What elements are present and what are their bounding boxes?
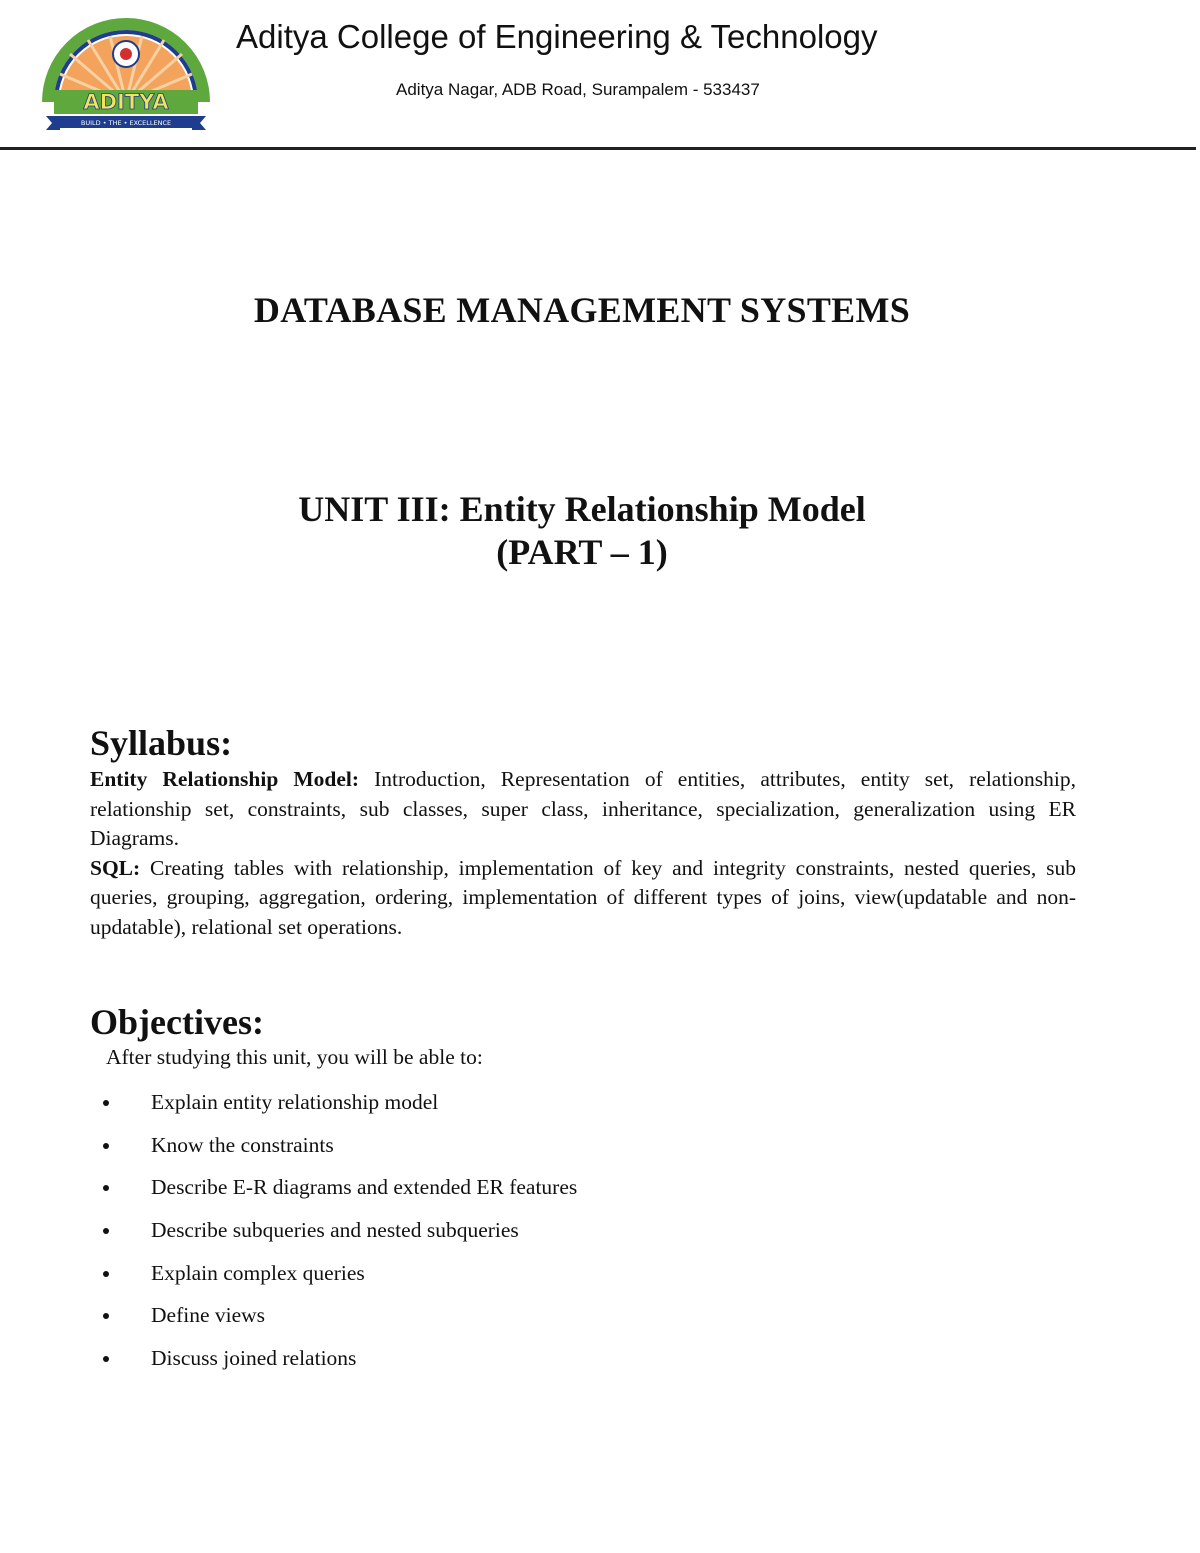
unit-title (0, 488, 1164, 574)
aditya-logo-icon (40, 14, 212, 132)
unit-title-line2: (PART – 1) (496, 532, 668, 572)
bullet-icon (103, 1143, 109, 1149)
college-address: Aditya Nagar, ADB Road, Surampalem - 533437 (396, 80, 760, 99)
bullet-icon (103, 1185, 109, 1191)
syllabus-er-label: Entity Relationship Model: (90, 767, 360, 791)
college-name: Aditya College of Engineering & Technology (236, 18, 878, 55)
syllabus-body (90, 765, 1076, 942)
syllabus-er-paragraph (90, 765, 1076, 854)
syllabus-sql-label: SQL: (90, 855, 141, 880)
bullet-icon (103, 1100, 109, 1106)
objectives-heading: Objectives: (90, 1002, 264, 1042)
objectives-list (100, 1088, 577, 1387)
bullet-icon (103, 1313, 109, 1319)
logo-wordmark: ADITYA (83, 90, 169, 114)
objectives-intro: After studying this unit, you will be able to: (106, 1045, 483, 1069)
unit-title-line1: UNIT III: Entity Relationship Model (298, 489, 866, 529)
list-item: Describe subqueries and nested subqueries (100, 1216, 577, 1259)
bullet-icon (103, 1356, 109, 1362)
bullet-icon (103, 1228, 109, 1234)
syllabus-heading: Syllabus: (90, 723, 233, 763)
list-item: Define views (100, 1301, 577, 1344)
list-item: Know the constraints (100, 1131, 577, 1174)
document-title: DATABASE MANAGEMENT SYSTEMS (253, 290, 911, 330)
list-item: Describe E-R diagrams and extended ER features (100, 1173, 577, 1216)
bullet-icon (103, 1271, 109, 1277)
logo-tagline: BUILD • THE • EXCELLENCE (80, 119, 172, 127)
syllabus-sql-paragraph (90, 854, 1076, 943)
syllabus-er-text: Introduction, Representation of entities, attributes, entity set, relationship, relationship set, constraints, sub classes, super class, inheritance, specialization, generalization using ER Diagrams. (90, 767, 1076, 850)
header-divider (0, 147, 1196, 150)
list-item: Explain complex queries (100, 1259, 577, 1302)
list-item: Discuss joined relations (100, 1344, 577, 1387)
list-item: Explain entity relationship model (100, 1088, 577, 1131)
syllabus-sql-text: Creating tables with relationship, implementation of key and integrity constraints, nested queries, sub queries, grouping, aggregation, ordering, implementation of different types of joins, view(updatable and non-updatable), relational set operations. (90, 855, 1076, 939)
page-header (0, 0, 1200, 152)
